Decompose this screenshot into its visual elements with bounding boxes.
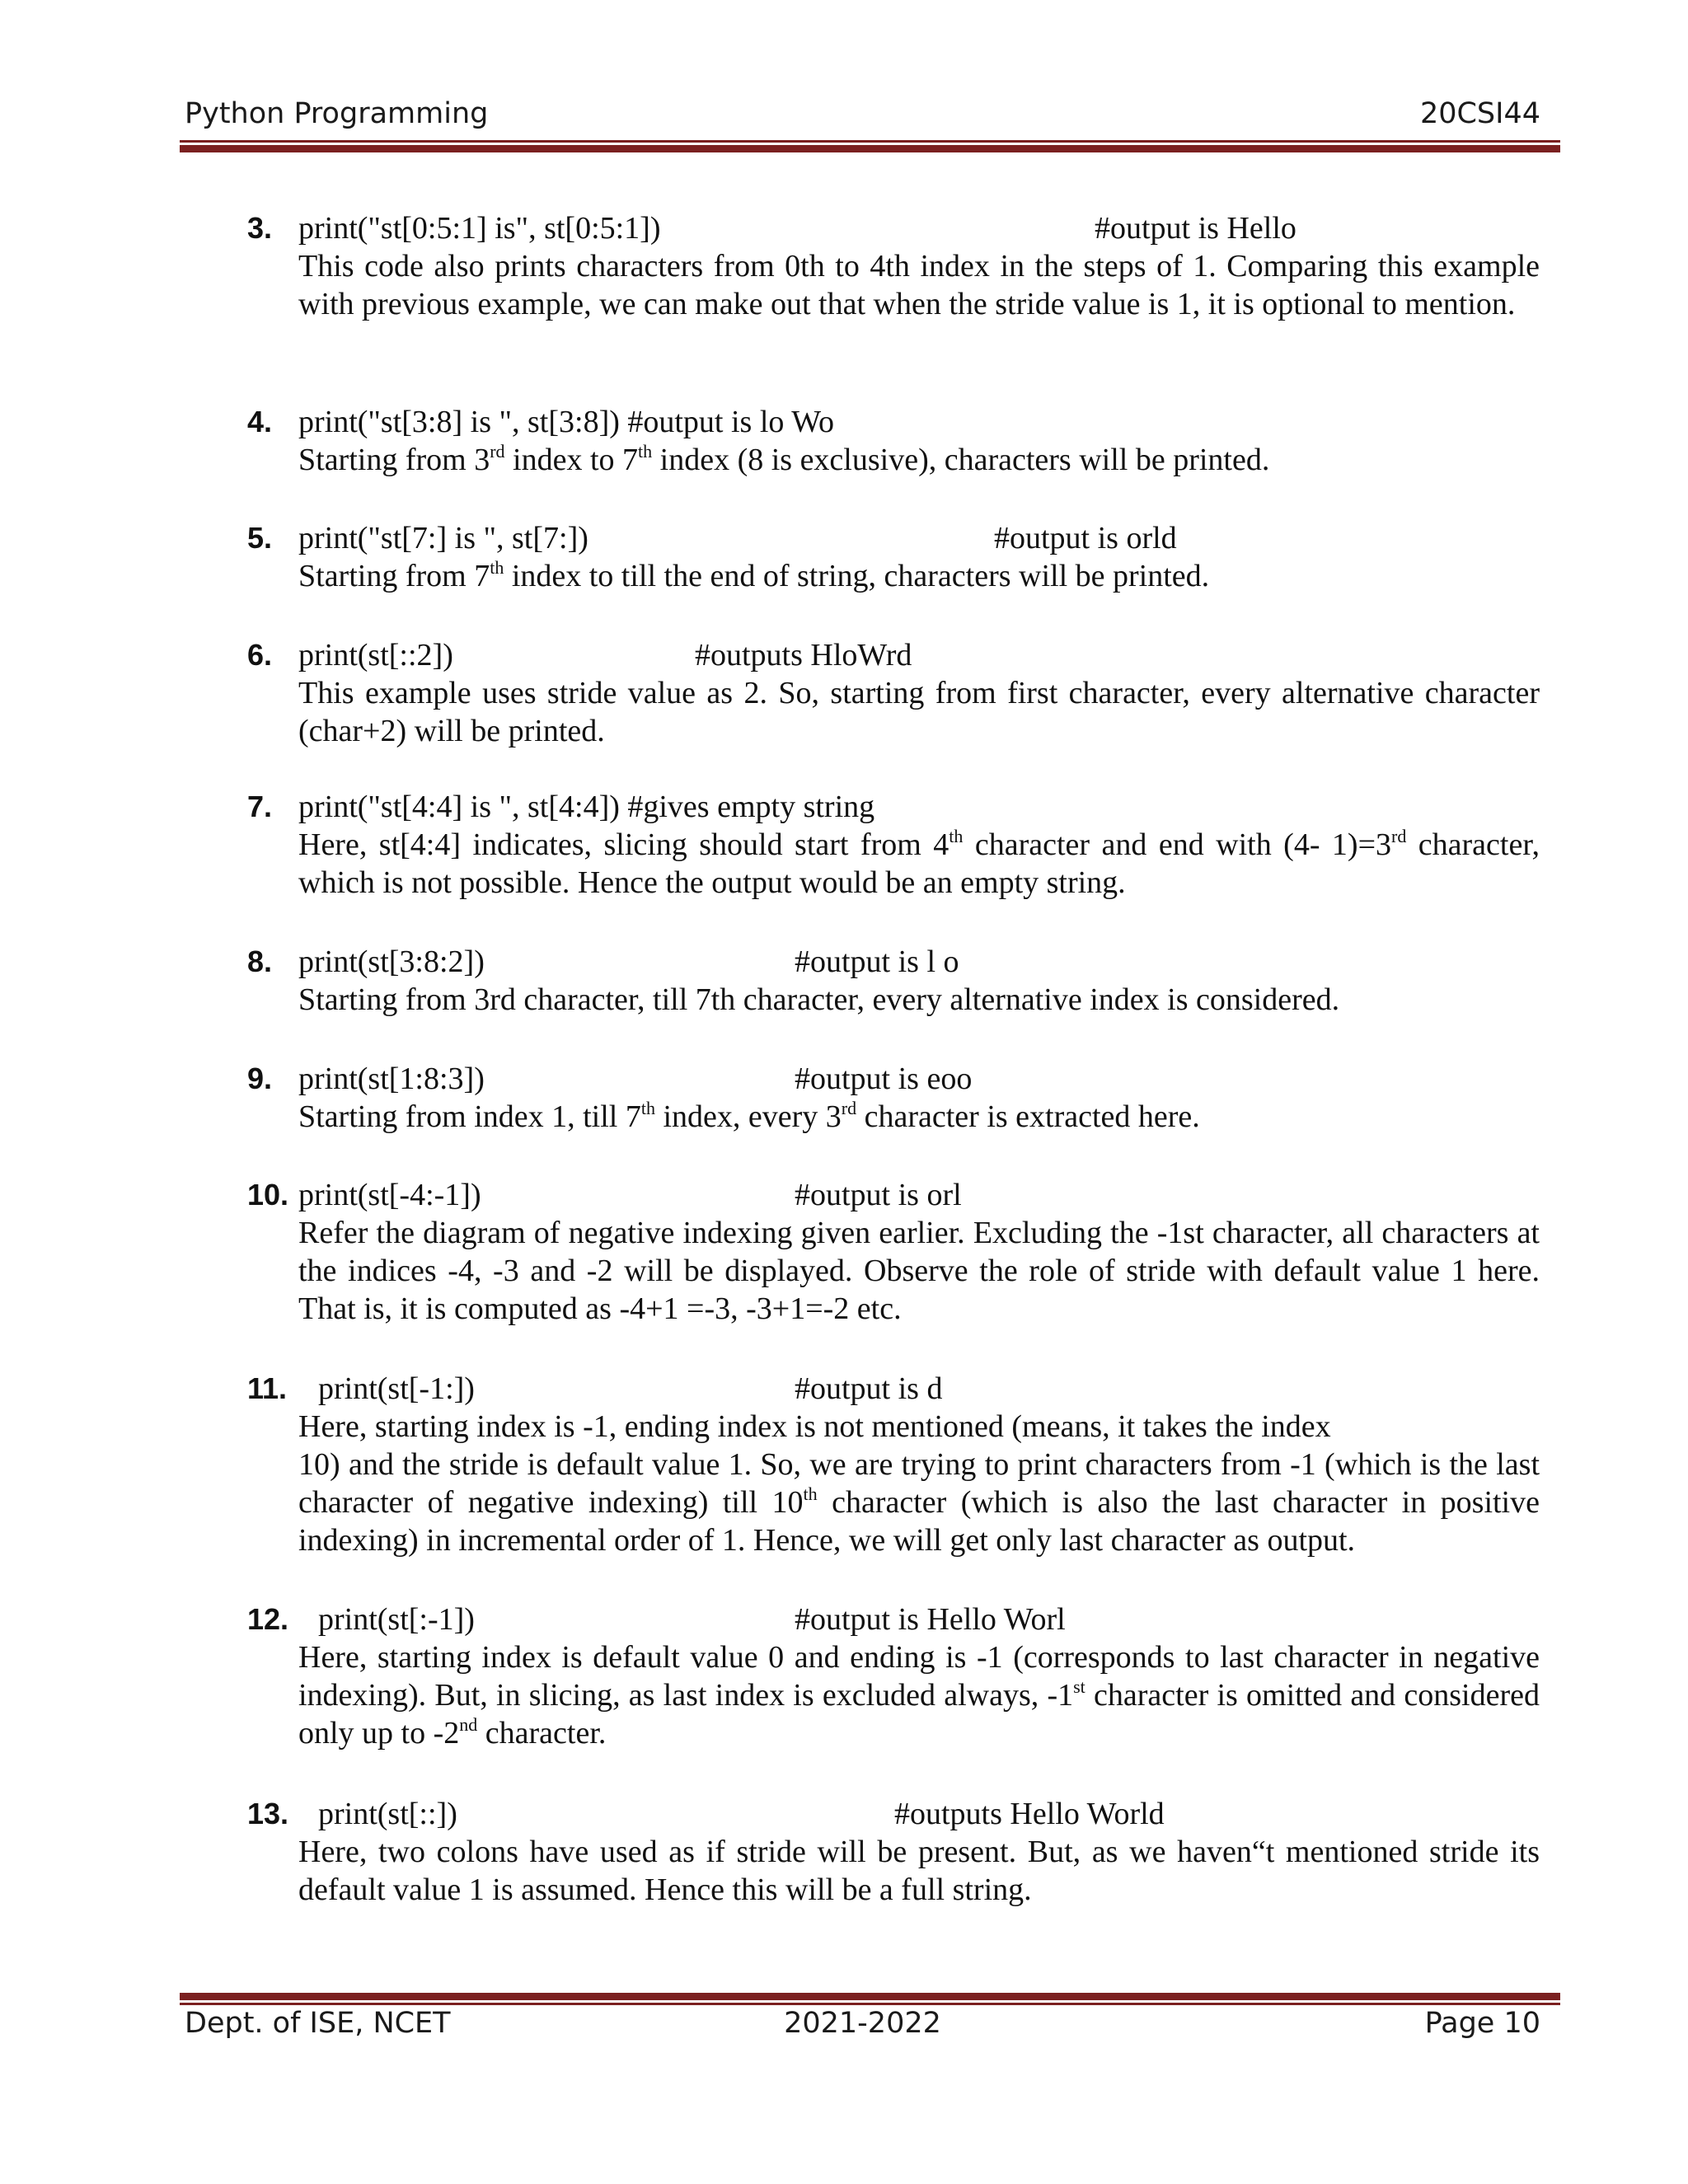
code-comment: #output is l o	[795, 944, 959, 979]
item-number: 9.	[247, 1062, 273, 1095]
page-number: Page 10	[1424, 2007, 1540, 2040]
code-line: print("st[4:4] is ", st[4:4]) #gives empty string	[298, 790, 875, 824]
footer-department: Dept. of ISE, NCET	[185, 2007, 451, 2040]
code-comment: #outputs HloWrd	[695, 638, 912, 673]
item-description: Starting from 3rd character, till 7th character, every alternative index is considered.	[298, 982, 1340, 1017]
item-description: 10) and the stride is default value 1. So, we are trying to print characters from -1 (which is the last character of negative indexing) till 10th character (which is also the last character in positive indexing) in incremental order of 1. Hence, we will get only last character as output.	[298, 1447, 1540, 1558]
item-number: 4.	[247, 405, 273, 438]
item-description: This code also prints characters from 0th to 4th index in the steps of 1. Comparing this example with previous example, we can make out that when the stride value is 1, it is optional to mention.	[298, 249, 1540, 321]
header-title: Python Programming	[185, 97, 489, 130]
code-line: print(st[-4:-1])	[298, 1178, 481, 1212]
item-description: Starting from 7th index to till the end of string, characters will be printed.	[298, 557, 1210, 593]
code-line: print(st[::2])	[298, 638, 453, 673]
code-line: print(st[-1:])	[318, 1371, 475, 1406]
item-number: 11.	[247, 1371, 288, 1405]
item-number: 8.	[247, 944, 273, 978]
item-description-line: Here, starting index is -1, ending index is not mentioned (means, it takes the index	[298, 1409, 1331, 1444]
code-comment: #output is Hello	[1095, 211, 1296, 246]
code-comment: #output is orl	[795, 1178, 962, 1212]
item-description: Starting from 3rd index to 7th index (8 is exclusive), characters will be printed.	[298, 441, 1270, 477]
item-description: Here, two colons have used as if stride will be present. But, as we haven“t mentioned stride its default value 1 is assumed. Hence this will be a full string.	[298, 1835, 1540, 1907]
code-comment: #output is eoo	[795, 1062, 973, 1096]
item-number: 10.	[247, 1178, 289, 1212]
code-comment: #outputs Hello World	[894, 1797, 1165, 1831]
code-line: print(st[3:8:2])	[298, 944, 485, 979]
header-course-code: 20CSI44	[1419, 97, 1540, 130]
footer-rule	[180, 1993, 1560, 2005]
item-description: Here, st[4:4] indicates, slicing should start from 4th character and end with (4- 1)=3rd character, which is not possible. Hence the output would be an empty string.	[298, 826, 1540, 900]
code-line: print(st[:-1])	[318, 1602, 475, 1637]
code-comment: #output is orld	[994, 521, 1177, 555]
item-number: 7.	[247, 790, 273, 823]
code-line: print("st[3:8] is ", st[3:8]) #output is lo Wo	[298, 405, 835, 439]
footer-year: 2021-2022	[784, 2007, 941, 2040]
code-line: print("st[7:] is ", st[7:])	[298, 521, 588, 555]
item-description: Refer the diagram of negative indexing given earlier. Excluding the -1st character, all characters at the indices -4, -3 and -2 will be displayed. Observe the role of stride with default value 1 here. That is, it is computed as -4+1 =-3, -3+1=-2 etc.	[298, 1216, 1540, 1326]
item-number: 3.	[247, 211, 273, 245]
item-number: 5.	[247, 521, 273, 555]
page-header	[185, 97, 1540, 138]
code-line: print(st[1:8:3])	[298, 1062, 485, 1096]
item-description: Starting from index 1, till 7th index, every 3rd character is extracted here.	[298, 1098, 1200, 1134]
item-description: This example uses stride value as 2. So, starting from first character, every alternative character (char+2) will be printed.	[298, 676, 1540, 748]
header-rule	[180, 140, 1560, 152]
item-number: 13.	[247, 1797, 289, 1830]
item-number: 12.	[247, 1602, 289, 1636]
item-number: 6.	[247, 638, 273, 672]
code-line: print("st[0:5:1] is", st[0:5:1])	[298, 211, 661, 246]
code-comment: #output is d	[795, 1371, 943, 1406]
page-footer	[185, 2007, 1540, 2048]
item-description: Here, starting index is default value 0 and ending is -1 (corresponds to last character in negative indexing). But, in slicing, as last index is excluded always, -1st character is omitted and considered only up to -2nd character.	[298, 1640, 1540, 1750]
code-line: print(st[::])	[318, 1797, 457, 1831]
code-comment: #output is Hello Worl	[795, 1602, 1066, 1637]
